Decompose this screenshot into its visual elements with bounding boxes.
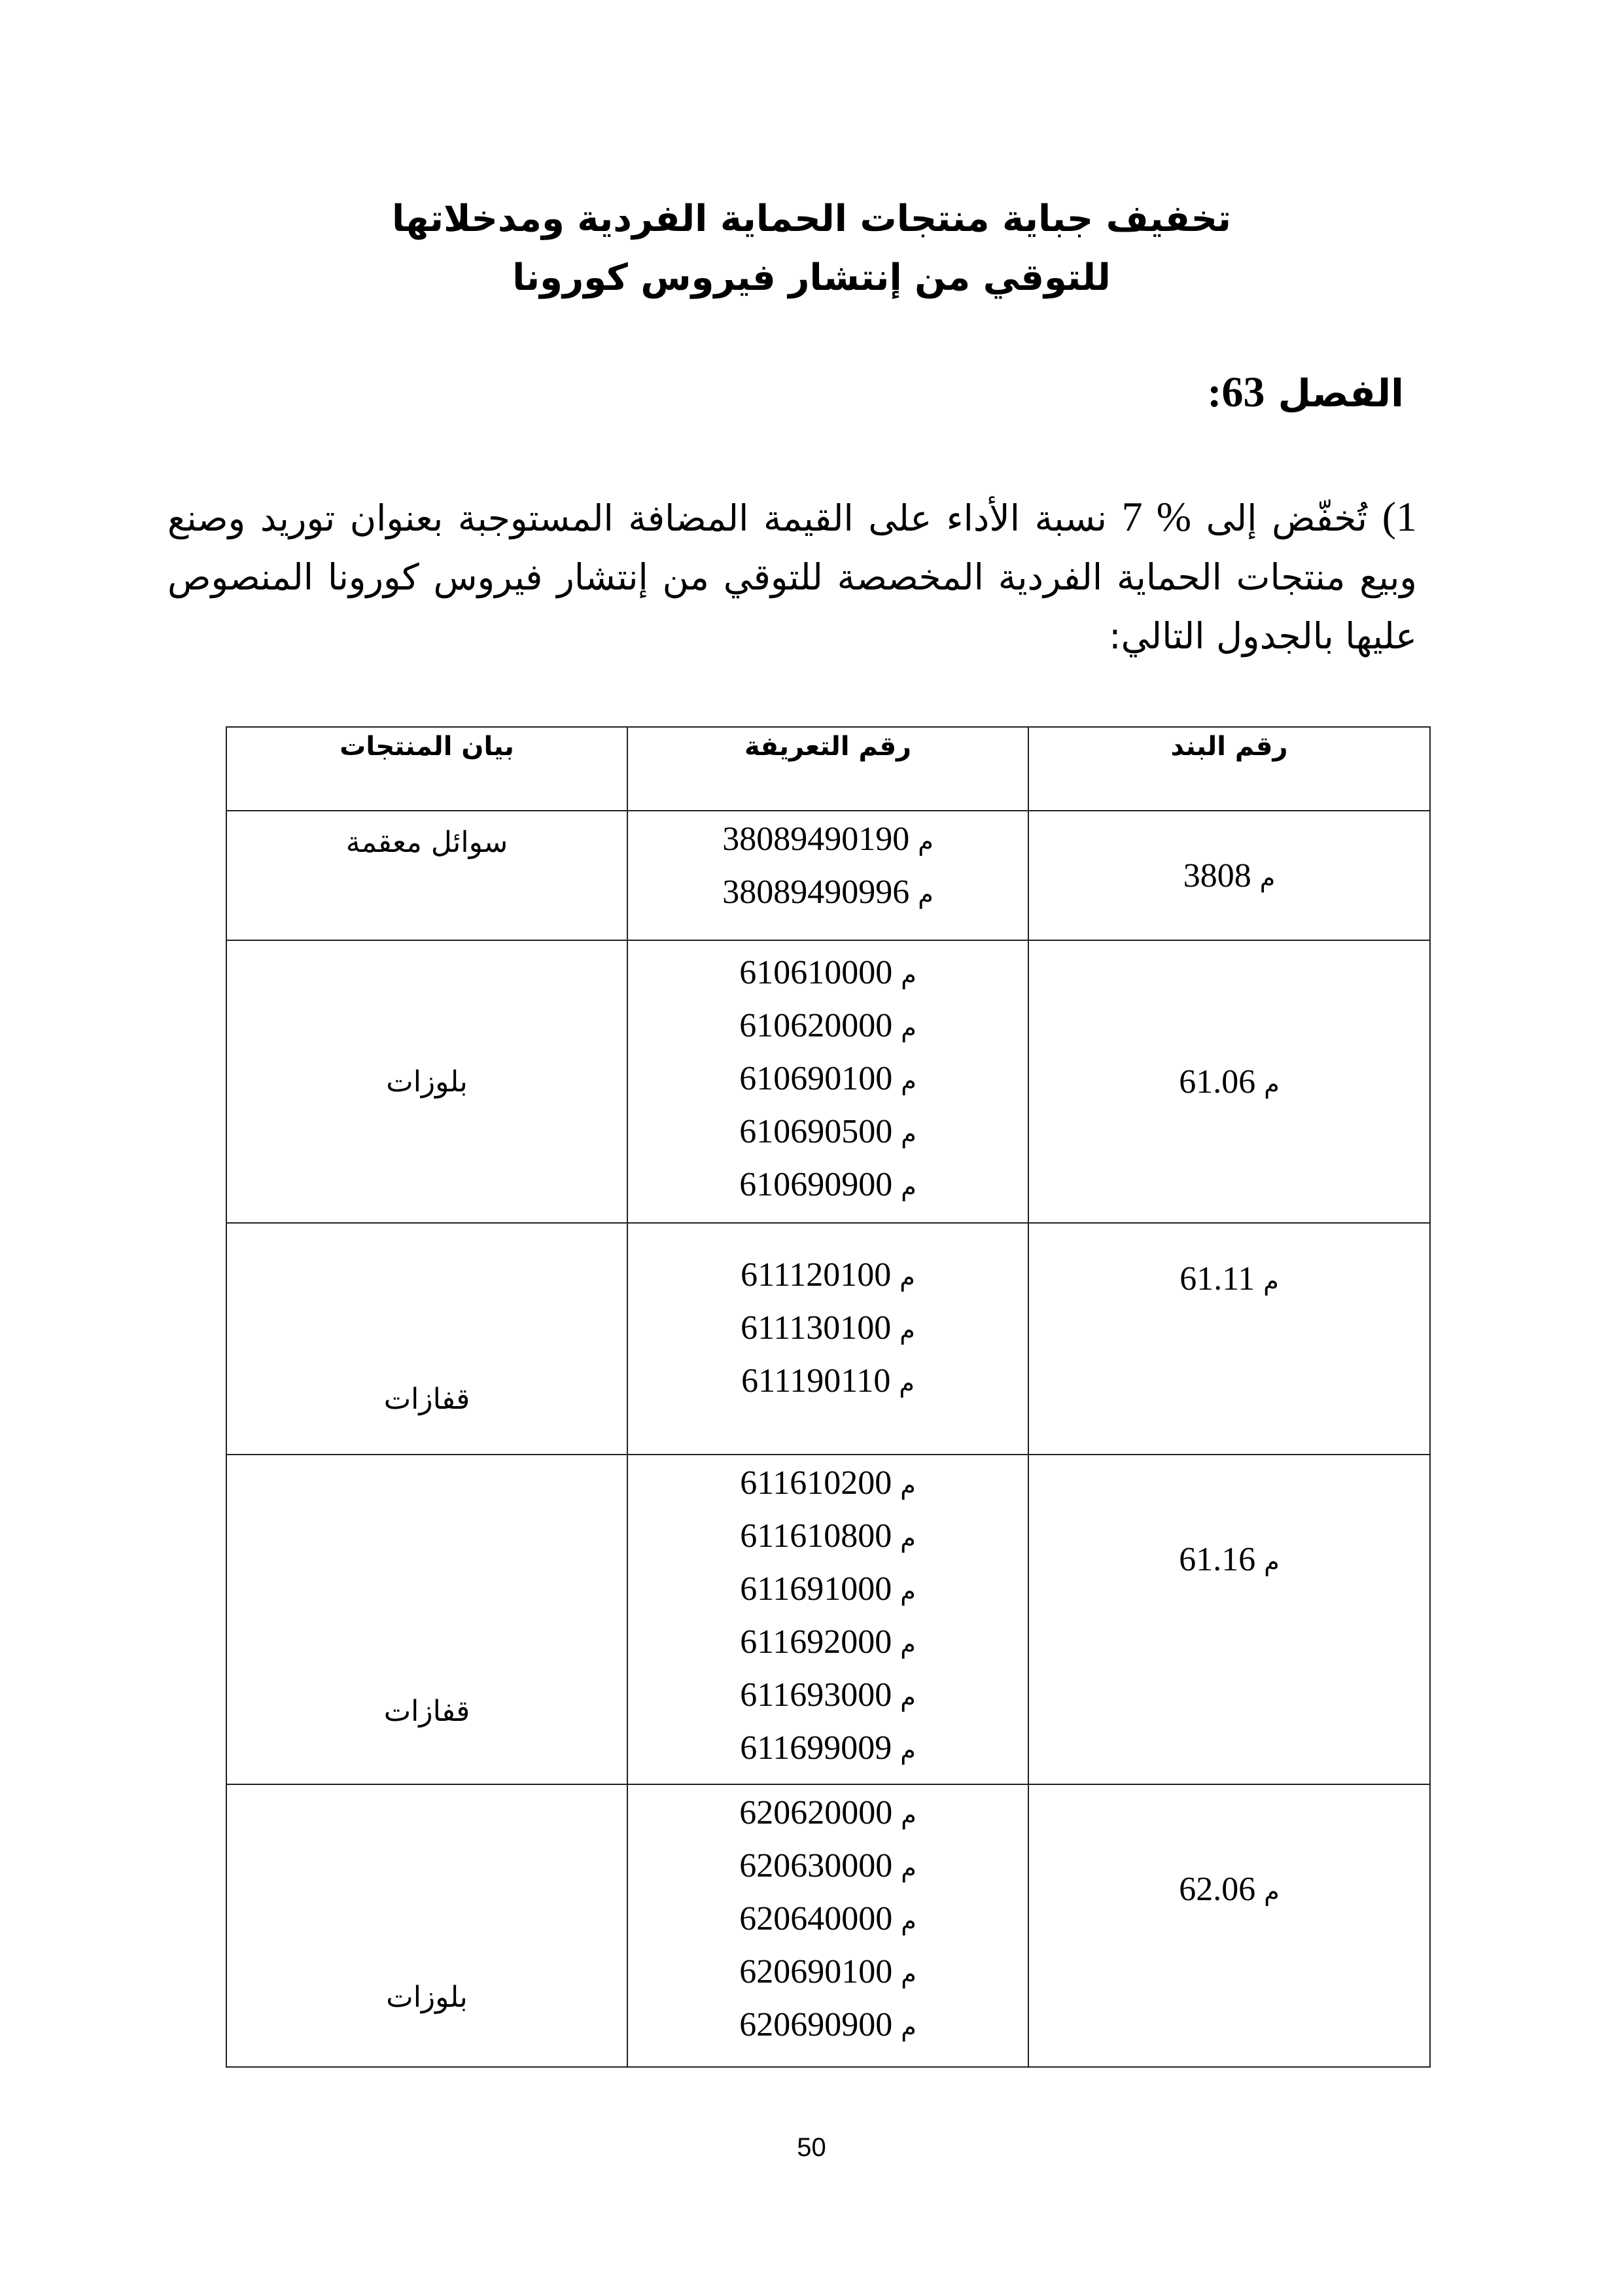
cell-product-description xyxy=(226,1223,627,1455)
cell-product-description xyxy=(226,811,627,940)
tariff-code: 610620000 xyxy=(739,1007,893,1044)
mim-prefix: م xyxy=(899,1263,915,1292)
mim-prefix: م xyxy=(918,880,934,909)
cell-item-number xyxy=(1028,1223,1430,1455)
tariff-code-line xyxy=(628,2000,1028,2053)
mim-prefix: م xyxy=(900,1683,916,1712)
tariff-code: 611691000 xyxy=(740,1570,892,1608)
mim-prefix: م xyxy=(1264,1547,1280,1576)
mim-prefix: م xyxy=(899,1369,915,1398)
mim-prefix: م xyxy=(901,1960,916,1988)
tariff-code: 38089490996 xyxy=(722,874,910,911)
tariff-code: 620690100 xyxy=(739,1953,893,1990)
cell-item-number xyxy=(1028,1455,1430,1784)
mim-prefix: م xyxy=(901,1120,916,1148)
mim-prefix: م xyxy=(901,1907,916,1935)
mim-prefix: م xyxy=(918,827,934,856)
table-header-row xyxy=(226,727,1430,811)
tariff-code-line xyxy=(628,1303,1028,1356)
tariff-code-line xyxy=(628,814,1028,867)
mim-prefix: م xyxy=(900,1471,916,1500)
tariff-code-line xyxy=(628,1159,1028,1212)
mim-prefix: م xyxy=(900,1736,916,1765)
tariff-code-line xyxy=(628,1723,1028,1776)
mim-prefix: م xyxy=(1263,1267,1279,1296)
tariff-code-line xyxy=(628,1511,1028,1564)
cell-tariff-codes xyxy=(627,811,1028,940)
item-number-value: 61.06 xyxy=(1179,1063,1256,1101)
cell-item-number xyxy=(1028,1784,1430,2067)
tariff-code: 610690100 xyxy=(739,1060,893,1097)
tariff-code: 611610800 xyxy=(740,1517,892,1555)
mim-prefix: م xyxy=(901,2013,916,2041)
tariff-code-line xyxy=(628,1617,1028,1670)
tariff-code-line xyxy=(628,1000,1028,1053)
cell-tariff-codes xyxy=(627,1455,1028,1784)
header-item-number: رقم البند xyxy=(1028,727,1430,811)
tariff-code-line xyxy=(628,1106,1028,1159)
cell-item-number xyxy=(1028,811,1430,940)
tariff-code-line xyxy=(628,1841,1028,1894)
mim-prefix: م xyxy=(1264,1069,1280,1099)
mim-prefix: م xyxy=(900,1630,916,1659)
tariff-code-line xyxy=(628,1250,1028,1303)
tariff-code-line xyxy=(628,1356,1028,1409)
tariff-code: 620690900 xyxy=(739,2006,893,2043)
cell-product-description xyxy=(226,940,627,1223)
tariff-code: 611610200 xyxy=(740,1464,892,1502)
product-name: قفازات xyxy=(383,1383,470,1416)
cell-tariff-codes xyxy=(627,1223,1028,1455)
cell-tariff-codes xyxy=(627,940,1028,1223)
tariff-code-line xyxy=(628,1670,1028,1723)
mim-prefix: م xyxy=(901,1014,916,1042)
tariff-code: 620620000 xyxy=(739,1794,893,1831)
tariff-code: 620640000 xyxy=(739,1900,893,1937)
mim-prefix: م xyxy=(1259,863,1276,892)
chapter-heading xyxy=(1208,363,1405,423)
product-name: بلوزات xyxy=(386,1065,468,1099)
chapter-number: 63 xyxy=(1221,368,1265,416)
cell-product-description xyxy=(226,1455,627,1784)
mim-prefix: م xyxy=(1264,1877,1280,1906)
mim-prefix: م xyxy=(901,1801,916,1829)
paragraph-text-a: تُخفّض إلى xyxy=(1191,497,1382,539)
paragraph-number: 1) xyxy=(1382,493,1418,540)
table-row xyxy=(226,1223,1430,1455)
chapter-label: الفصل xyxy=(1265,371,1404,415)
tariff-code-line xyxy=(628,867,1028,920)
tariff-code: 611692000 xyxy=(740,1623,892,1661)
item-number-value: 62.06 xyxy=(1179,1871,1256,1908)
table-row xyxy=(226,1784,1430,2067)
cell-item-number xyxy=(1028,940,1430,1223)
tariff-code: 611699009 xyxy=(740,1729,892,1767)
tariff-code-line xyxy=(628,1053,1028,1106)
page-number: 50 xyxy=(797,2133,826,2162)
tariff-code-line xyxy=(628,1788,1028,1841)
table-body xyxy=(226,811,1430,2067)
header-product-description: بيان المنتجات xyxy=(226,727,627,811)
mim-prefix: م xyxy=(901,1854,916,1882)
cell-tariff-codes xyxy=(627,1784,1028,2067)
mim-prefix: م xyxy=(901,1067,916,1095)
cell-product-description xyxy=(226,1784,627,2067)
table-row xyxy=(226,811,1430,940)
mim-prefix: م xyxy=(900,1577,916,1606)
table-row xyxy=(226,1455,1430,1784)
product-name: بلوزات xyxy=(386,1981,468,2014)
tariff-code: 611190110 xyxy=(741,1362,891,1400)
product-name: قفازات xyxy=(383,1695,470,1728)
paragraph-text-b: نسبة الأداء على القيمة المضافة المستوجبة بعنوان توريد وصنع وبيع منتجات الحماية الفردية المخصصة للتوقي من إنتشار فيروس كورونا المنصوص عليها بالجدول التالي: xyxy=(167,497,1417,657)
tariff-code: 611120100 xyxy=(741,1256,892,1294)
chapter-colon: : xyxy=(1207,368,1222,416)
tariff-code: 620630000 xyxy=(739,1847,893,1884)
tariff-code: 610690900 xyxy=(739,1166,893,1203)
item-number-value: 3808 xyxy=(1183,857,1251,894)
mim-prefix: م xyxy=(899,1316,915,1345)
tariff-code-line xyxy=(628,1947,1028,2000)
item-number-value: 61.16 xyxy=(1179,1541,1256,1578)
tariff-code: 38089490190 xyxy=(722,821,910,858)
mim-prefix: م xyxy=(900,1524,916,1553)
tariff-code-line xyxy=(628,947,1028,1000)
tariff-code-line xyxy=(628,1458,1028,1511)
item-number-value: 61.11 xyxy=(1179,1260,1255,1298)
tariff-table xyxy=(226,726,1431,2068)
tariff-code: 611130100 xyxy=(741,1309,892,1347)
product-name: سوائل معقمة xyxy=(345,826,508,859)
tariff-code: 611693000 xyxy=(740,1676,892,1714)
header-tariff-number: رقم التعريفة xyxy=(627,727,1028,811)
tariff-code-line xyxy=(628,1564,1028,1617)
mim-prefix: م xyxy=(901,961,916,989)
tariff-code: 610690500 xyxy=(739,1113,893,1150)
provision-paragraph xyxy=(167,487,1417,665)
document-title-line-2: للتوقي من إنتشار فيروس كورونا xyxy=(512,256,1111,299)
document-title-line-1: تخفيف جباية منتجات الحماية الفردية ومدخلاتها xyxy=(392,198,1231,240)
vat-rate: 7 % xyxy=(1121,493,1192,540)
table-row xyxy=(226,940,1430,1223)
tariff-code-line xyxy=(628,1894,1028,1947)
tariff-code: 610610000 xyxy=(739,954,893,991)
mim-prefix: م xyxy=(901,1173,916,1201)
